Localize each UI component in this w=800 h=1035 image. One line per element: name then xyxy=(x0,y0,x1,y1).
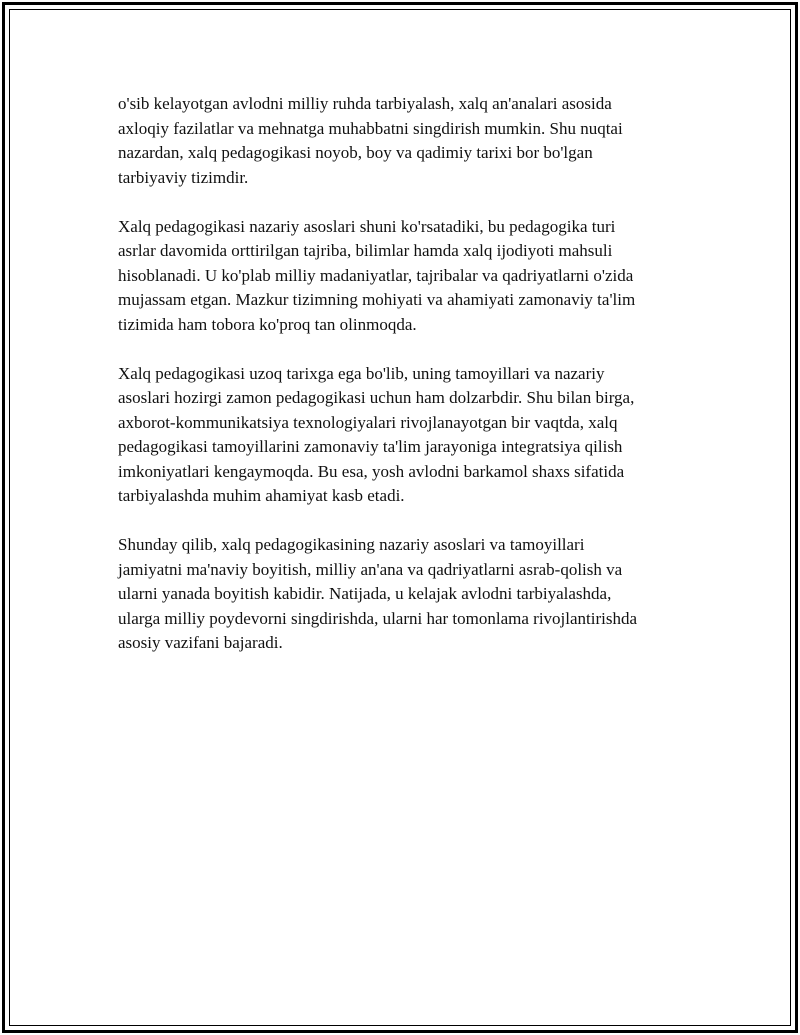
text-line: asoslari hozirgi zamon pedagogikasi uchun ham dolzarbdir. Shu bilan birga, xyxy=(118,388,635,407)
text-line: tarbiyalashda muhim ahamiyat kasb etadi. xyxy=(118,486,405,505)
text-line: ularga milliy poydevorni singdirishda, ularni har tomonlama rivojlantirishda xyxy=(118,608,638,628)
paragraph-2 xyxy=(118,215,688,338)
text-line: tizimida ham tobora ko'proq tan olinmoqda. xyxy=(118,314,417,334)
text-line: tarbiyaviy tizimdir. xyxy=(118,167,249,187)
text-line: asosiy vazifani bajaradi. xyxy=(118,633,283,652)
text-line: Xalq pedagogikasi nazariy asoslari shuni ko'rsatadiki, bu pedagogika turi xyxy=(118,216,616,236)
paragraph-4 xyxy=(118,533,688,656)
text-line: axborot-kommunikatsiya texnologiyalari rivojlanayotgan bir vaqtda, xalq xyxy=(118,412,618,432)
text-line: o'sib kelayotgan avlodni milliy ruhda tarbiyalash, xalq an'analari asosida xyxy=(118,94,612,113)
text-line: ularni yanada boyitish kabidir. Natijada, u kelajak avlodni tarbiyalashda, xyxy=(118,584,612,603)
paragraph-3 xyxy=(118,362,688,509)
text-line: hisoblanadi. U ko'plab milliy madaniyatlar, tajribalar va qadriyatlarni o'zida xyxy=(118,265,634,285)
text-line: asrlar davomida orttirilgan tajriba, bilimlar hamda xalq ijodiyoti mahsuli xyxy=(118,241,613,260)
text-line: Shunday qilib, xalq pedagogikasining nazariy asoslari va tamoyillari xyxy=(118,535,585,554)
document-body xyxy=(118,92,688,680)
text-line: axloqiy fazilatlar va mehnatga muhabbatni singdirish mumkin. Shu nuqtai xyxy=(118,118,623,138)
text-line: nazardan, xalq pedagogikasi noyob, boy va qadimiy tarixi bor bo'lgan xyxy=(118,143,593,162)
text-line: mujassam etgan. Mazkur tizimning mohiyati va ahamiyati zamonaviy ta'lim xyxy=(118,290,636,309)
text-line: jamiyatni ma'naviy boyitish, milliy an'ana va qadriyatlarni asrab-qolish va xyxy=(118,559,623,579)
text-line: imkoniyatlari kengaymoqda. Bu esa, yosh avlodni barkamol shaxs sifatida xyxy=(118,461,625,481)
text-line: Xalq pedagogikasi uzoq tarixga ega bo'lib, uning tamoyillari va nazariy xyxy=(118,363,605,383)
paragraph-1 xyxy=(118,92,688,190)
text-line: pedagogikasi tamoyillarini zamonaviy ta'lim jarayoniga integratsiya qilish xyxy=(118,437,623,456)
